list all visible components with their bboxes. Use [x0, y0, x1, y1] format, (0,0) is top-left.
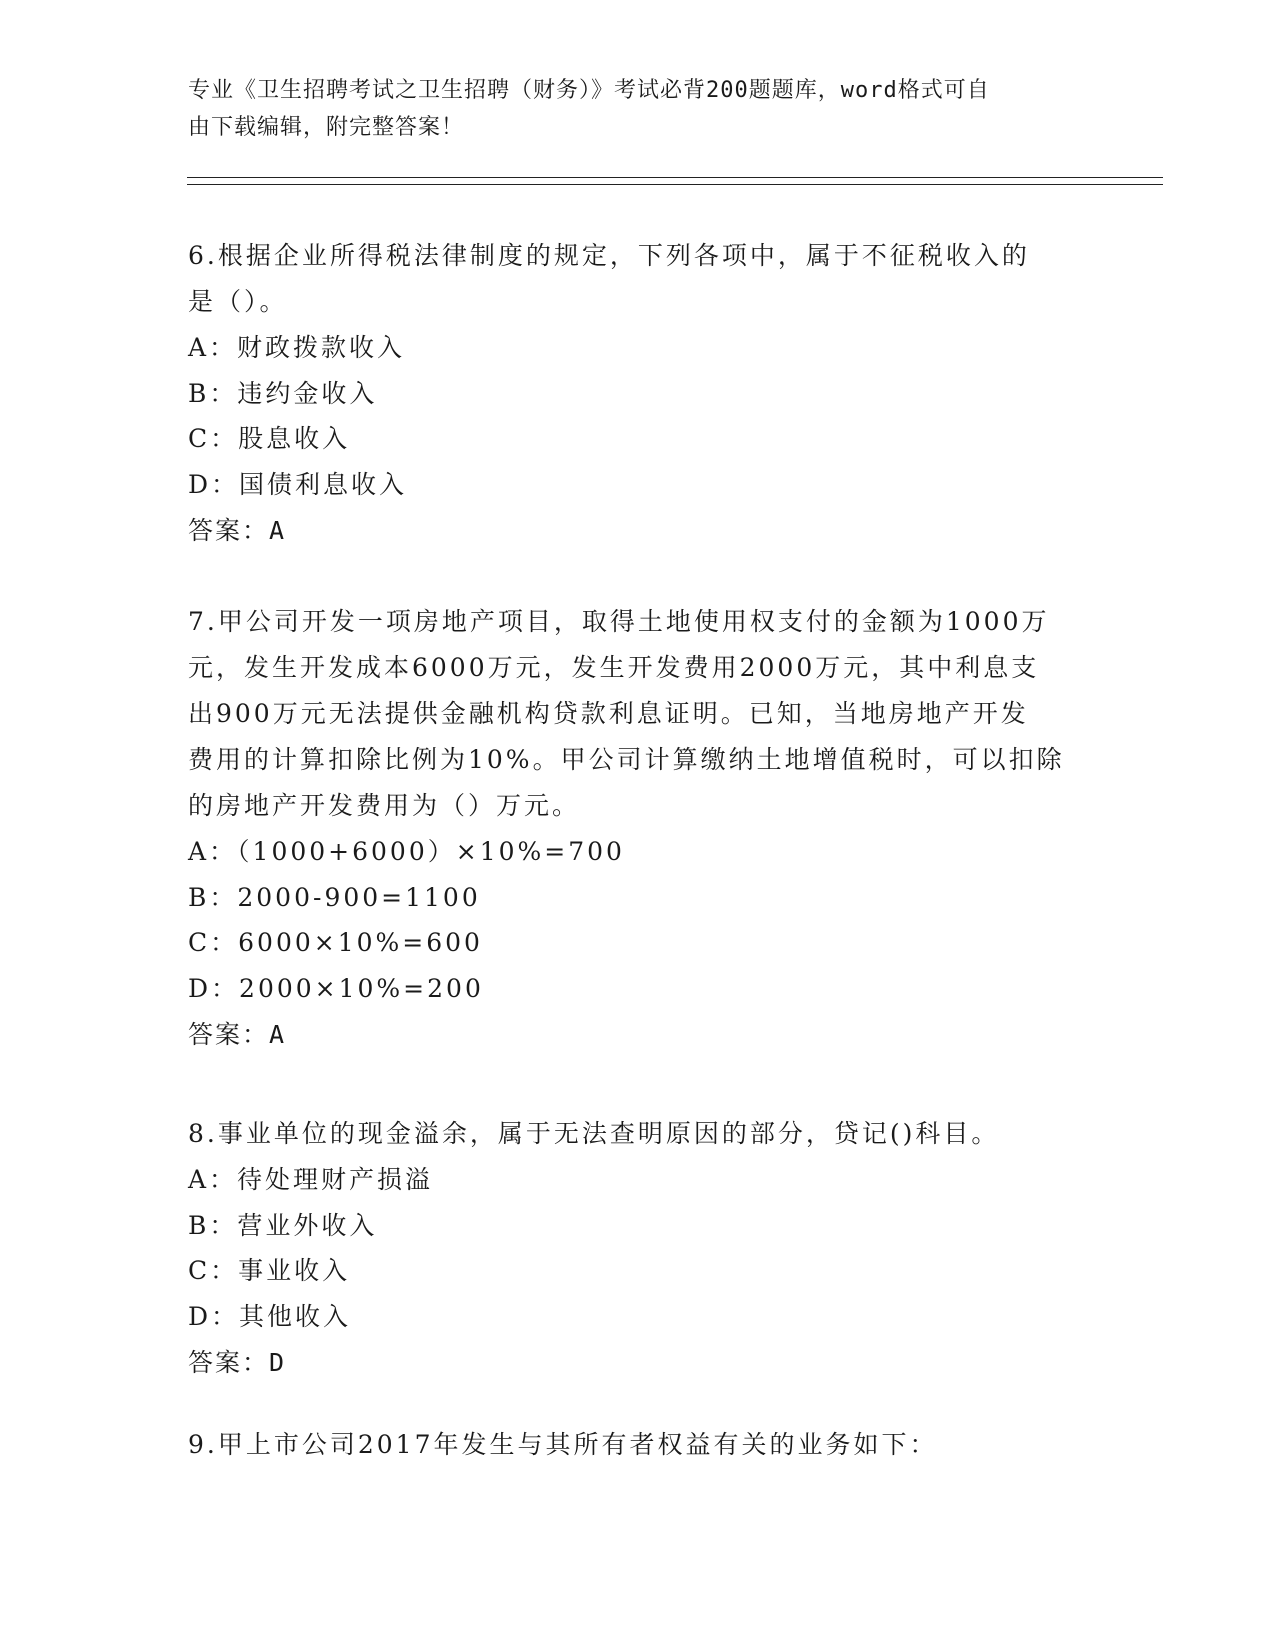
question-9 [188, 1422, 1088, 1468]
answer: 答案：D [188, 1348, 287, 1377]
stem-line: 6.根据企业所得税法律制度的规定，下列各项中，属于不征税收入的 [188, 241, 1030, 270]
option-d: D：其他收入 [188, 1301, 352, 1331]
stem-line: 费用的计算扣除比例为10%。甲公司计算缴纳土地增值税时，可以扣除 [188, 745, 1065, 774]
option-c: C：6000×10%=600 [188, 928, 483, 957]
question-6 [188, 233, 1088, 553]
question-8 [188, 1111, 1088, 1385]
stem-line: 是（）。 [188, 287, 288, 316]
question-7 [188, 599, 1088, 1057]
question-stem [188, 1422, 1088, 1468]
stem-line: 的房地产开发费用为（）万元。 [188, 791, 581, 820]
option-b: B：营业外收入 [188, 1210, 378, 1240]
stem-line: 7.甲公司开发一项房地产项目，取得土地使用权支付的金额为1000万 [188, 607, 1050, 636]
header-line: 由下载编辑，附完整答案！ [188, 115, 465, 140]
answer: 答案：A [188, 1020, 287, 1049]
option-d: D：2000×10%=200 [188, 973, 484, 1003]
question-stem [188, 1111, 1088, 1157]
document-header [188, 72, 1088, 146]
option-a: A：待处理财产损溢 [188, 1165, 434, 1194]
option-a: A：财政拨款收入 [188, 333, 406, 362]
header-divider [187, 177, 1163, 178]
option-b: B：违约金收入 [188, 378, 378, 408]
stem-line: 元，发生开发成本6000万元，发生开发费用2000万元，其中利息支 [188, 653, 1040, 682]
header-line: 专业《卫生招聘考试之卫生招聘（财务）》考试必背200题题库，word格式可自 [188, 78, 990, 103]
option-d: D：国债利息收入 [188, 469, 408, 499]
stem-line: 出900万元无法提供金融机构贷款利息证明。已知，当地房地产开发 [188, 699, 1029, 728]
option-b: B：2000-900=1100 [188, 882, 481, 912]
header-divider [187, 184, 1163, 185]
option-a: A：（1000+6000）×10%=700 [188, 837, 625, 866]
question-stem [188, 599, 1088, 829]
stem-line: 9.甲上市公司2017年发生与其所有者权益有关的业务如下： [188, 1430, 938, 1459]
question-stem [188, 233, 1088, 325]
stem-line: 8.事业单位的现金溢余，属于无法查明原因的部分，贷记()科目。 [188, 1119, 1000, 1148]
answer: 答案：A [188, 516, 287, 545]
option-c: C：股息收入 [188, 424, 351, 453]
option-c: C：事业收入 [188, 1256, 351, 1285]
